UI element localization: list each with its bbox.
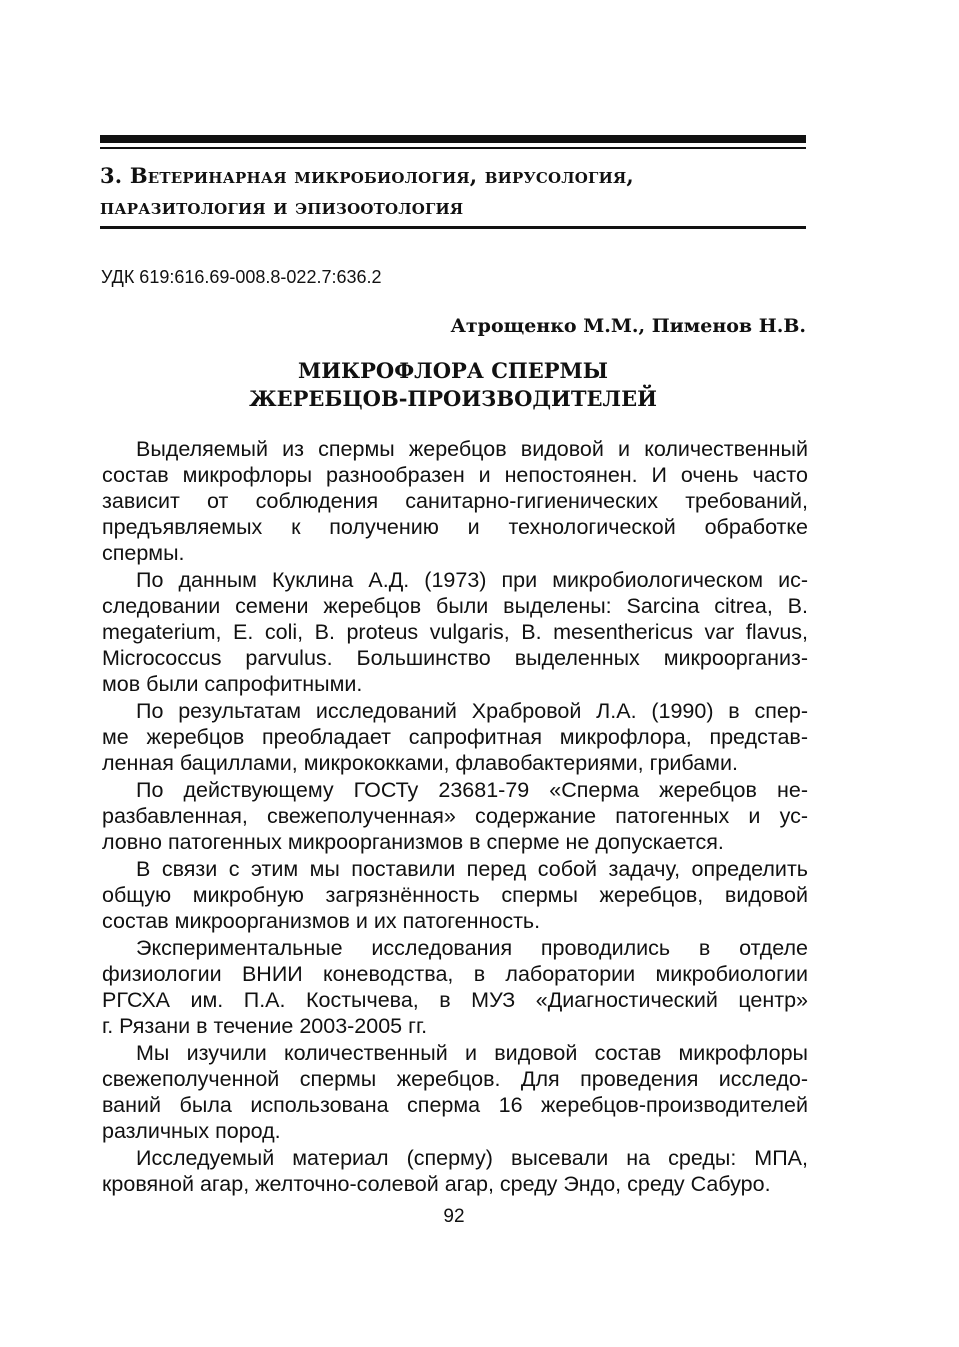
paragraph-line: В связи с этим мы поставили перед собой задачу, определить (136, 857, 808, 881)
paragraph-line: Выделяемый из спермы жеребцов видовой и количественный (136, 437, 808, 461)
paragraph-line: мов были сапрофитными. (102, 672, 363, 696)
header-rule-thick (100, 135, 806, 143)
paragraph-line: общую микробную загрязнённость спермы жеребцов, видовой (102, 883, 808, 907)
paragraph-line: По действующему ГОСТу 23681-79 «Сперма жеребцов не- (136, 778, 808, 802)
udk-code: УДК 619:616.69-008.8-022.7:636.2 (101, 267, 382, 287)
authors: Атрощенко М.М., Пименов Н.В. (450, 315, 806, 337)
paragraph (102, 1040, 808, 1145)
header-rule-thin (100, 147, 806, 149)
paragraph (102, 1145, 808, 1198)
paragraph-line: Micrococcus parvulus. Большинство выделенных микроорганиз- (102, 646, 808, 670)
paragraph-line: ленная бациллами, микрококками, флавобактериями, грибами. (102, 751, 738, 775)
paragraph-line: Мы изучили количественный и видовой состав микрофлоры (136, 1041, 808, 1065)
paragraph-line: Исследуемый материал (сперму) высевали на среды: МПА, (136, 1146, 808, 1170)
article-title-line: ЖЕРЕБЦОВ-ПРОИЗВОДИТЕЛЕЙ (249, 386, 657, 411)
paragraph-line: По результатам исследований Храбровой Л.А. (1990) в спер- (136, 699, 808, 723)
section-heading-line: 3. Ветеринарная микробиология, вирусология, (100, 163, 634, 188)
paragraph (102, 777, 808, 856)
article-title (100, 357, 806, 413)
paragraph-line: следовании семени жеребцов были выделены: Sarcina citrea, B. (102, 594, 808, 618)
paragraph (102, 856, 808, 935)
article-body (102, 436, 808, 1198)
section-heading (100, 160, 806, 222)
paragraph-line: различных пород. (102, 1119, 281, 1143)
paragraph-line: свежеполученной спермы жеребцов. Для проведения исследо- (102, 1067, 808, 1091)
paragraph-line: кровяной агар, желточно-солевой агар, среду Эндо, среду Сабуро. (102, 1172, 771, 1196)
paragraph-line: ме жеребцов преобладает сапрофитная микрофлора, представ- (102, 725, 808, 749)
paragraph-line: РГСХА им. П.А. Костычева, в МУЗ «Диагностический центр» (102, 988, 808, 1012)
article-title-line: МИКРОФЛОРА СПЕРМЫ (297, 358, 609, 383)
header-rule-bottom (100, 226, 806, 229)
paragraph-line: Экспериментальные исследования проводились в отделе (136, 936, 808, 960)
paragraph (102, 698, 808, 777)
paragraph-line: По данным Куклина А.Д. (1973) при микробиологическом ис- (136, 568, 808, 592)
paragraph (102, 935, 808, 1040)
paragraph-line: состав микроорганизмов и их патогенность. (102, 909, 541, 933)
paragraph (102, 436, 808, 567)
paragraph-line: г. Рязани в течение 2003-2005 гг. (102, 1014, 428, 1038)
paragraph-line: спермы. (102, 541, 185, 565)
paragraph-line: предъявляемых к получению и технологической обработке (102, 515, 808, 539)
section-heading-line: паразитология и эпизоотология (100, 194, 464, 219)
paragraph-line: ваний была использована сперма 16 жеребцов-производителей (102, 1093, 808, 1117)
paragraph-line: megaterium, E. coli, B. proteus vulgaris, B. mesenthericus var flavus, (102, 620, 808, 644)
page-number: 92 (443, 1206, 465, 1227)
paragraph-line: физиологии ВНИИ коневодства, в лаборатории микробиологии (102, 962, 808, 986)
paragraph-line: разбавленная, свежеполученная» содержание патогенных и ус- (102, 804, 808, 828)
paragraph (102, 567, 808, 698)
paragraph-line: ловно патогенных микроорганизмов в сперме не допускается. (102, 830, 724, 854)
paragraph-line: зависит от соблюдения санитарно-гигиенических требований, (102, 489, 808, 513)
paragraph-line: состав микрофлоры разнообразен и непостоянен. И очень часто (102, 463, 808, 487)
